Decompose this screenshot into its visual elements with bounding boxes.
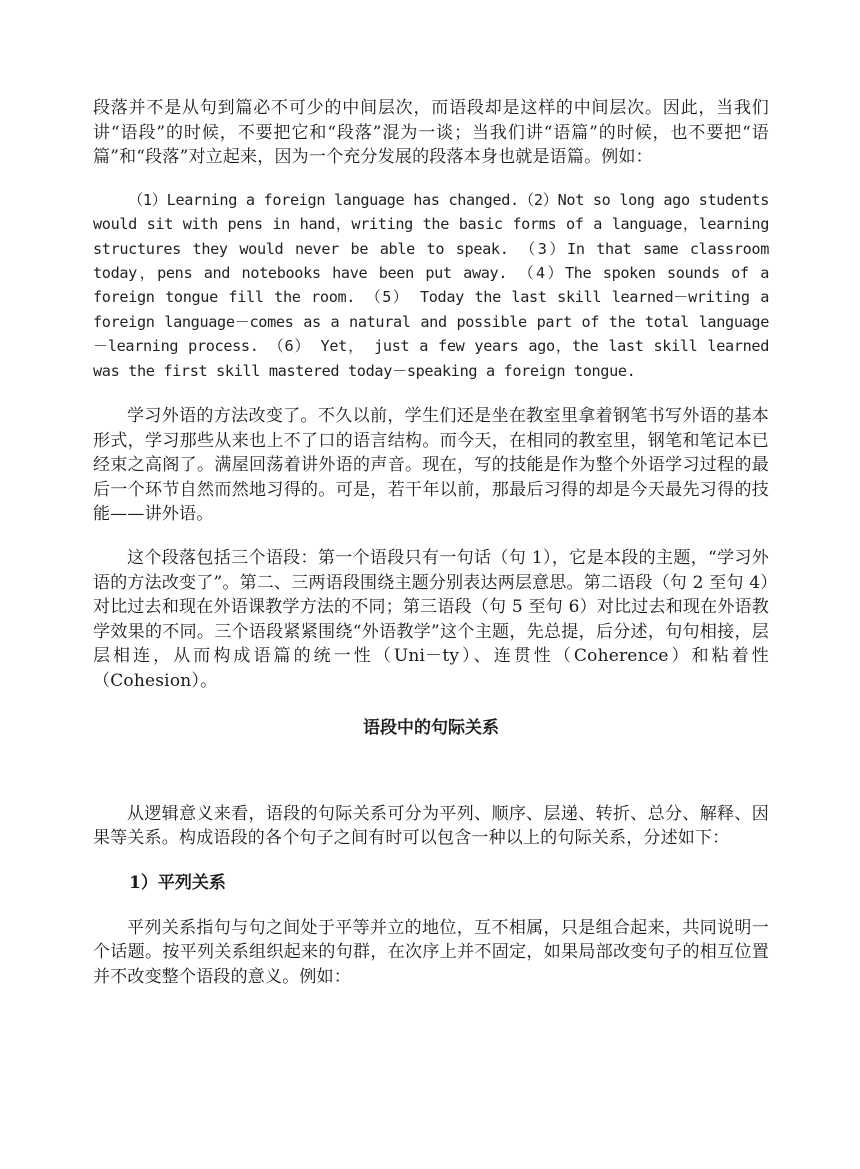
intro-paragraph: 段落并不是从句到篇必不可少的中间层次，而语段却是这样的中间层次。因此，当我们讲“语段”的时候，不要把它和“段落”混为一谈；当我们讲“语篇”的时候，也不要把“语篇”和“段落”对立起来，因为一个充分发展的段落本身也就是语篇。例如： [93, 98, 769, 168]
subheading-parallel: 1）平列关系 [129, 872, 226, 893]
section-title: 语段中的句际关系 [363, 717, 499, 738]
parallel-description-paragraph: 平列关系指句与句之间处于平等并立的地位，互不相属，只是组合起来，共同说明一个话题。按平列关系组织起来的句群，在次序上并不固定，如果局部改变句子的相互位置并不改变整个语段的意义。例如： [93, 917, 769, 987]
relations-intro-paragraph: 从逻辑意义来看，语段的句际关系可分为平列、顺序、层递、转折、总分、解释、因果等关系。构成语段的各个句子之间有时可以包含一种以上的句际关系，分述如下： [93, 803, 769, 849]
analysis-paragraph: 这个段落包括三个语段：第一个语段只有一句话（句 1），它是本段的主题，“学习外语的方法改变了”。第二、三两语段围绕主题分别表达两层意思。第二语段（句 2 至句 4）对比过去和现在外语课教学方法的不同；第三语段（句 5 至句 6）对比过去和现在外语教学效果的不同。三个语段紧紧围绕“外语教学”这个主题，先总提，后分述，句句相接，层层相连，从而构成语篇的统一性（Uni－ty）、连贯性（Coherence）和粘着性（Cohesion）。 [93, 548, 769, 691]
chinese-translation-paragraph: 学习外语的方法改变了。不久以前，学生们还是坐在教室里拿着钢笔书写外语的基本形式，学习那些从来也上不了口的语言结构。而今天，在相同的教室里，钢笔和笔记本已经束之高阁了。满屋回荡着讲外语的声音。现在，写的技能是作为整个外语学习过程的最后一个环节自然而然地习得的。可是，若干年以前，那最后习得的却是今天最先习得的技能——讲外语。 [93, 406, 769, 525]
document-page [93, 96, 769, 990]
english-example-paragraph: （1）Learning a foreign language has changed.（2）Not so long ago students would sit with pens in hand，writing the basic forms of a language，learning structures they would never be able to speak. （3）In that same classroom today，pens and notebooks have been put away. （4）The spoken sounds of a foreign tongue fill the room. （5） Today the last skill learned－writing a foreign language－comes as a natural and possible part of the total language－learning process. （6） Yet， just a few years ago，the last skill learned was the first skill mastered today－speaking a foreign tongue. [93, 190, 769, 380]
